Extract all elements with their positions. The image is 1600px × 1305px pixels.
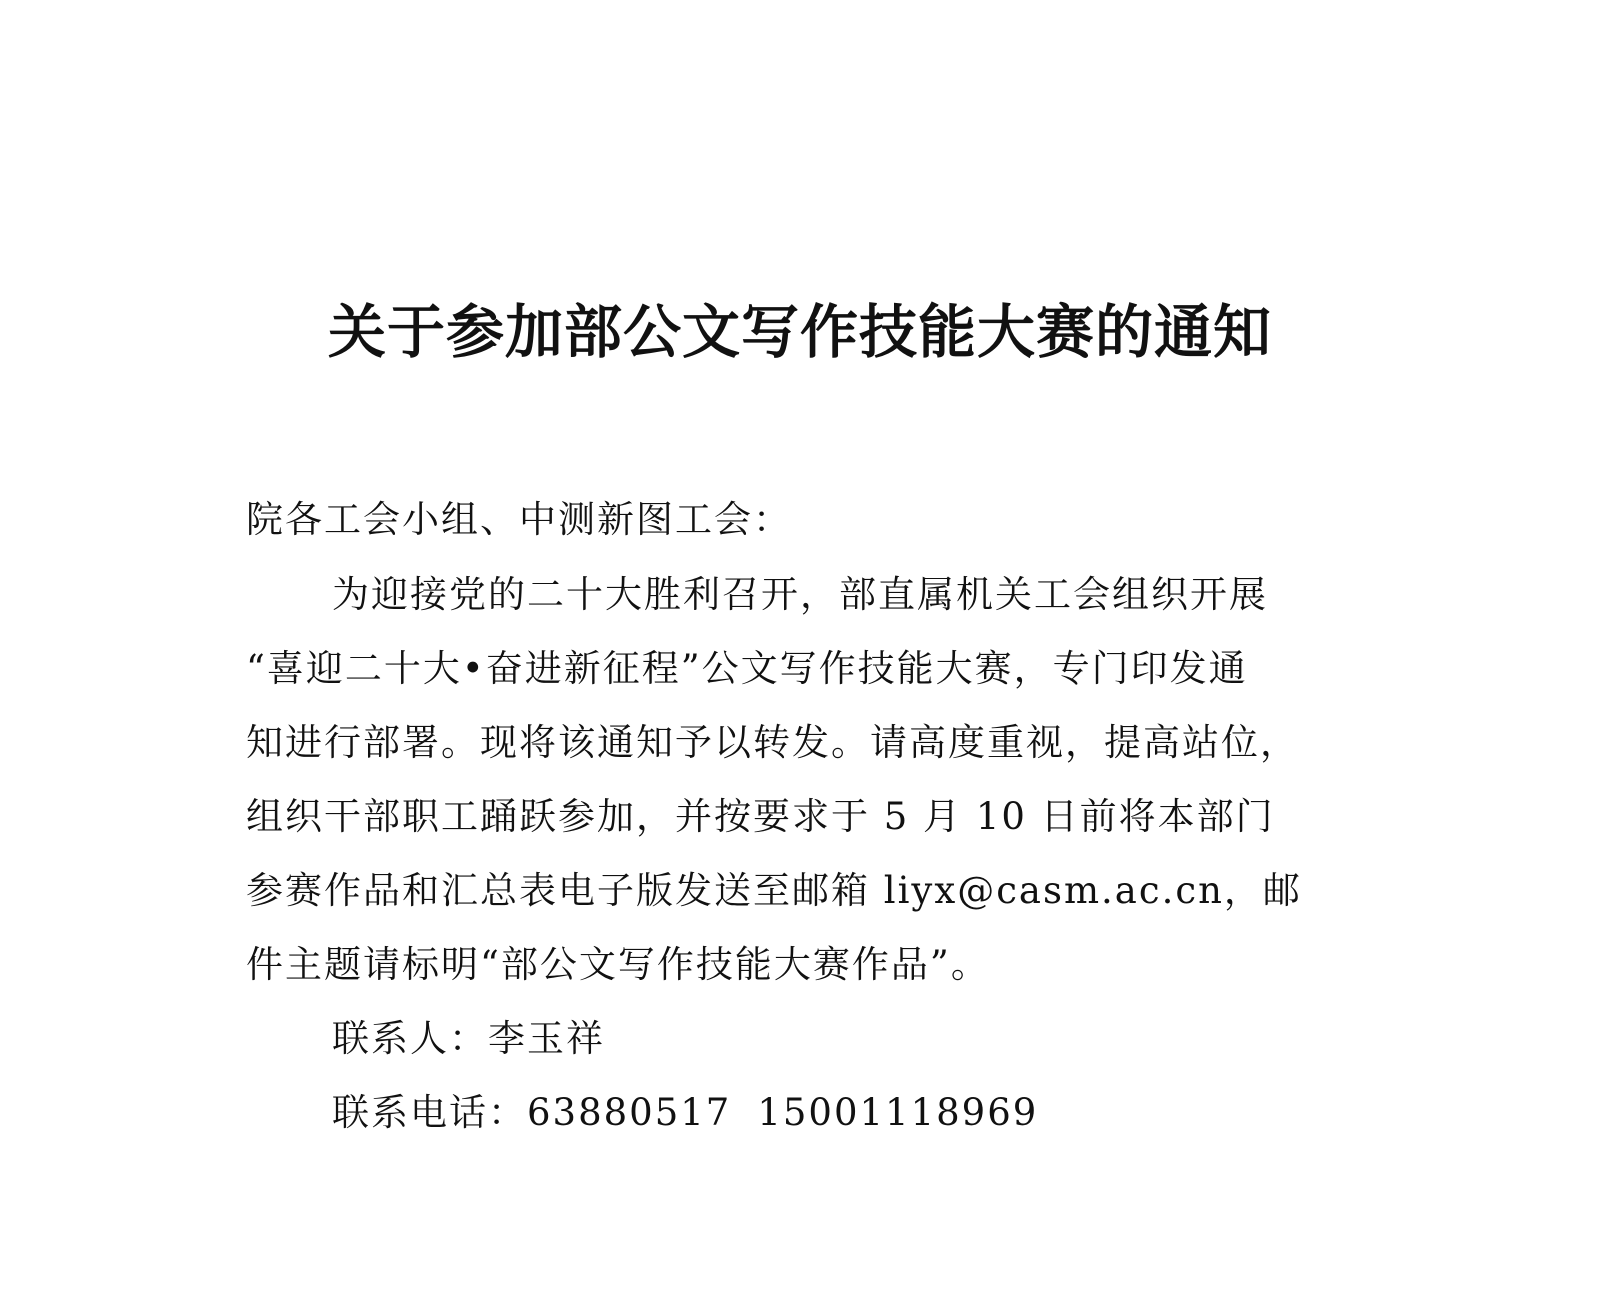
phone-number: 15001118969 <box>757 1091 1039 1134</box>
contact-phone-label: 联系电话： <box>332 1091 527 1134</box>
contact-person: 联系人：李玉祥 <box>332 1017 605 1060</box>
body-line: 件主题请标明“部公文写作技能大赛作品”。 <box>246 943 990 986</box>
body-line: 参赛作品和汇总表电子版发送至邮箱 liyx@casm.ac.cn，邮 <box>246 869 1302 912</box>
body-line: 为迎接党的二十大胜利召开，部直属机关工会组织开展 <box>332 573 1268 616</box>
body-line: 知进行部署。现将该通知予以转发。请高度重视，提高站位， <box>246 721 1299 764</box>
contact-phone <box>332 1089 1038 1137</box>
body-line: 组织干部职工踊跃参加，并按要求于 5 月 10 日前将本部门 <box>246 795 1275 838</box>
salutation: 院各工会小组、中测新图工会： <box>246 498 792 541</box>
notice-title: 关于参加部公文写作技能大赛的通知 <box>327 298 1272 366</box>
phone-number: 63880517 <box>527 1091 732 1134</box>
body-line: “喜迎二十大•奋进新征程”公文写作技能大赛，专门印发通 <box>246 647 1248 690</box>
